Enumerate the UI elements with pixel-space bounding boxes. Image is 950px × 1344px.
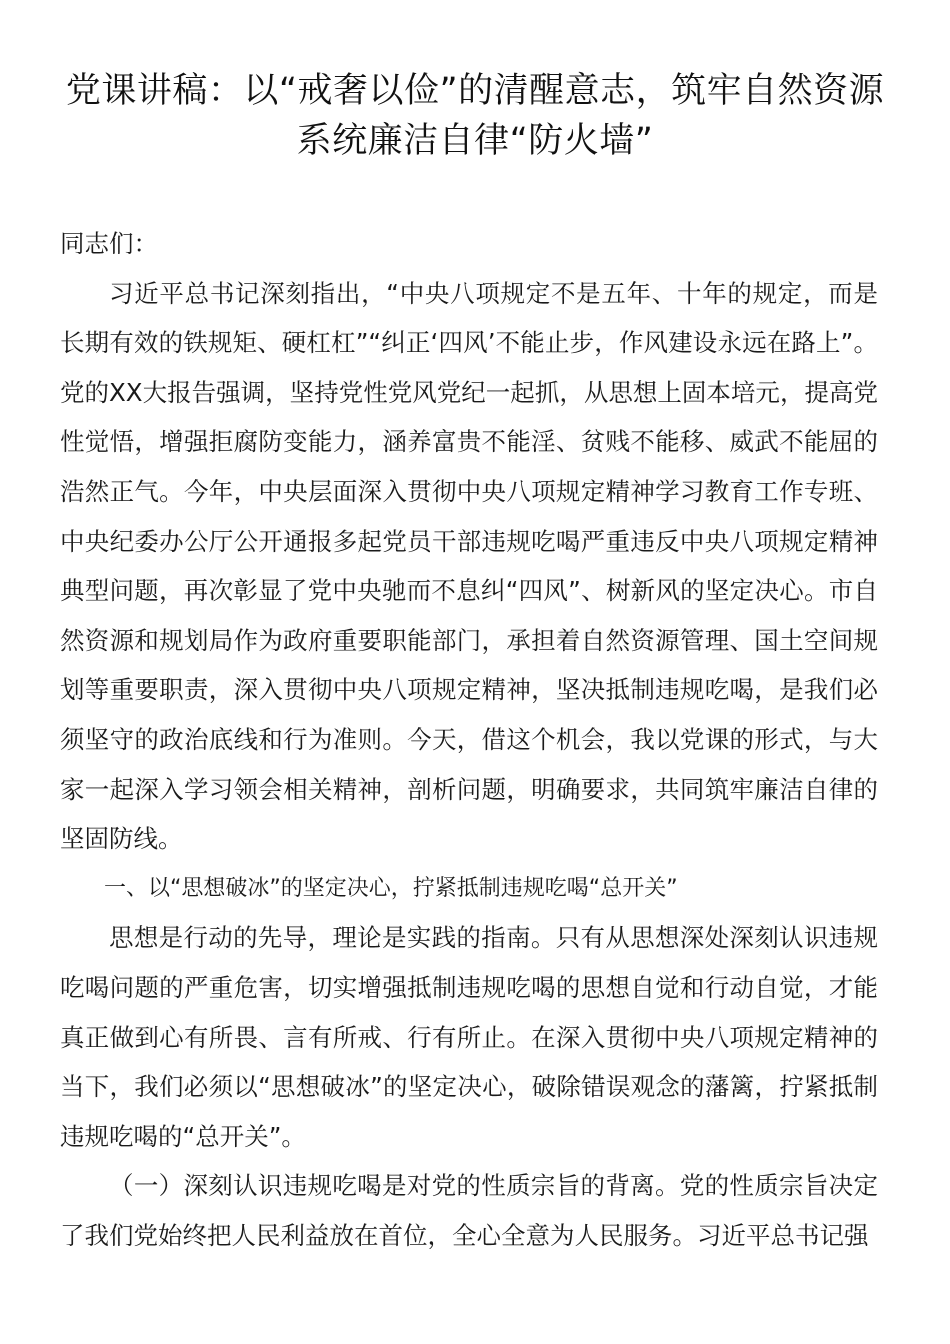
- subsection-paragraph: （一）深刻认识违规吃喝是对党的性质宗旨的背离。党的性质宗旨决定了我们党始终把人民利益放在首位，全心全意为人民服务。习近平总书记强: [60, 1171, 878, 1250]
- salutation: 同志们：: [60, 229, 158, 258]
- document-body: [60, 219, 878, 1260]
- section-paragraph: 思想是行动的先导，理论是实践的指南。只有从思想深处深刻认识违规吃喝问题的严重危害，切实增强抵制违规吃喝的思想自觉和行动自觉，才能真正做到心有所畏、言有所戒、行有所止。在深入贯彻中央八项规定精神的当下，我们必须以“思想破冰”的坚定决心，破除错误观念的藩篱，拧紧抵制违规吃喝的“总开关”。: [60, 923, 878, 1151]
- intro-paragraph: 习近平总书记深刻指出，“中央八项规定不是五年、十年的规定，而是长期有效的铁规矩、硬杠杠”“纠正‘四风’不能止步，作风建设永远在路上”。党的XX大报告强调，坚持党性党风党纪一起抓，从思想上固本培元，提高党性觉悟，增强拒腐防变能力，涵养富贵不能淫、贫贱不能移、威武不能屈的浩然正气。今年，中央层面深入贯彻中央八项规定精神学习教育工作专班、中央纪委办公厅公开通报多起党员干部违规吃喝严重违反中央八项规定精神典型问题，再次彰显了党中央驰而不息纠“四风”、树新风的坚定决心。市自然资源和规划局作为政府重要职能部门，承担着自然资源管理、国土空间规划等重要职责，深入贯彻中央八项规定精神，坚决抵制违规吃喝，是我们必须坚守的政治底线和行为准则。今天，借这个机会，我以党课的形式，与大家一起深入学习领会相关精神，剖析问题，明确要求，共同筑牢廉洁自律的坚固防线。: [60, 278, 878, 854]
- section-heading: 一、以“思想破冰”的坚定决心，拧紧抵制违规吃喝“总开关”: [104, 875, 678, 901]
- document-title: 党课讲稿：以“戒奢以俭”的清醒意志，筑牢自然资源系统廉洁自律“防火墙”: [65, 71, 885, 161]
